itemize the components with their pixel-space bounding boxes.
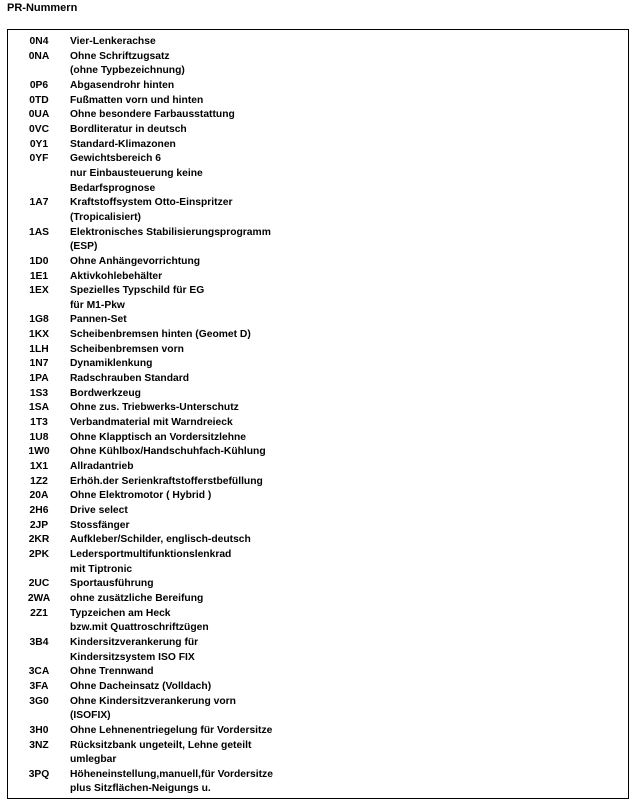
pr-description <box>70 50 628 79</box>
pr-description-line: Stossfänger <box>70 519 130 531</box>
pr-description-line: Ohne zus. Triebwerks-Unterschutz <box>70 402 239 414</box>
pr-description-line: Ohne Klapptisch an Vordersitzlehne <box>70 431 247 443</box>
pr-description-line: Ohne Kühlbox/Handschuhfach-Kühlung <box>70 446 266 458</box>
table-row <box>8 343 628 358</box>
pr-description-line: Gewichtsbereich 6 <box>70 153 161 165</box>
pr-description <box>70 665 628 680</box>
pr-code: 1U8 <box>29 431 49 443</box>
table-row <box>8 607 628 636</box>
pr-description <box>70 387 628 402</box>
table-row <box>8 577 628 592</box>
pr-description <box>70 739 628 768</box>
pr-code: 3FA <box>29 680 49 692</box>
pr-description <box>70 79 628 94</box>
table-row <box>8 475 628 490</box>
pr-description <box>70 724 628 739</box>
pr-description <box>70 123 628 138</box>
table-row <box>8 504 628 519</box>
table-row <box>8 445 628 460</box>
pr-description <box>70 255 628 270</box>
table-row <box>8 108 628 123</box>
table-row <box>8 123 628 138</box>
pr-description-line: Kraftstoffsystem Otto-Einspritzer <box>70 197 233 209</box>
pr-description-line: Ohne Elektromotor ( Hybrid ) <box>70 490 212 502</box>
pr-description-line: Ohne Trennwand <box>70 666 154 678</box>
pr-description-line: Ohne Anhängevorrichtung <box>70 255 201 267</box>
pr-description-line: Höheneinstellung,manuell,für Vordersitze <box>70 768 273 780</box>
pr-description-line: Pannen-Set <box>70 314 127 326</box>
pr-description <box>70 431 628 446</box>
pr-code: 0P6 <box>29 79 49 91</box>
pr-code: 1T3 <box>30 417 48 429</box>
pr-code: 3PQ <box>28 768 50 780</box>
table-row <box>8 35 628 50</box>
pr-description-line: Verbandmaterial mit Warndreieck <box>70 417 233 429</box>
table-row <box>8 50 628 79</box>
pr-code: 1N7 <box>29 358 49 370</box>
pr-description <box>70 489 628 504</box>
pr-number-list <box>8 35 628 797</box>
table-row <box>8 768 628 797</box>
pr-description <box>70 504 628 519</box>
pr-description-line: plus Sitzflächen-Neigungs u. <box>70 783 211 795</box>
pr-description <box>70 35 628 50</box>
table-row <box>8 387 628 402</box>
pr-code: 3H0 <box>29 724 49 736</box>
pr-description-line: mit Tiptronic <box>70 563 133 575</box>
pr-code: 1S3 <box>29 387 49 399</box>
pr-description <box>70 152 628 196</box>
pr-description <box>70 401 628 416</box>
pr-code: 1E1 <box>29 270 49 282</box>
pr-code: 2Z1 <box>30 607 48 619</box>
pr-code: 2UC <box>28 578 50 590</box>
pr-description-line: Dynamiklenkung <box>70 358 153 370</box>
table-row <box>8 533 628 548</box>
pr-code: 3CA <box>28 666 50 678</box>
table-row <box>8 636 628 665</box>
pr-description-line: Allradantrieb <box>70 461 134 473</box>
table-row <box>8 313 628 328</box>
pr-description-line: Aktivkohlebehälter <box>70 270 163 282</box>
table-row <box>8 196 628 225</box>
pr-description <box>70 372 628 387</box>
pr-code: 1LH <box>29 343 49 355</box>
pr-description-line: Radschrauben Standard <box>70 373 190 385</box>
table-row <box>8 94 628 109</box>
pr-description <box>70 343 628 358</box>
pr-description <box>70 196 628 225</box>
pr-code: 0VC <box>28 123 50 135</box>
pr-description-line: ohne zusätzliche Bereifung <box>70 592 204 604</box>
pr-description <box>70 108 628 123</box>
table-row <box>8 695 628 724</box>
table-row <box>8 680 628 695</box>
pr-code: 1W0 <box>28 446 50 458</box>
pr-description <box>70 475 628 490</box>
pr-description-line: Ohne Dacheinsatz (Volldach) <box>70 680 212 692</box>
table-row <box>8 255 628 270</box>
table-row <box>8 519 628 534</box>
pr-description <box>70 577 628 592</box>
pr-description-line: Standard-Klimazonen <box>70 138 176 150</box>
pr-code: 0TD <box>29 94 49 106</box>
pr-description-line: Ohne Lehnenentriegelung für Vordersitze <box>70 724 273 736</box>
pr-code: 0NA <box>28 50 50 62</box>
table-row <box>8 372 628 387</box>
pr-description <box>70 357 628 372</box>
pr-description-line: umlegbar <box>70 754 117 766</box>
table-row <box>8 328 628 343</box>
pr-description-line: für M1-Pkw <box>70 299 125 311</box>
pr-code: 1D0 <box>29 255 49 267</box>
pr-description-line: Aufkleber/Schilder, englisch-deutsch <box>70 534 251 546</box>
pr-description <box>70 592 628 607</box>
table-row <box>8 284 628 313</box>
pr-description <box>70 284 628 313</box>
pr-description-line: Elektronisches Stabilisierungsprogramm <box>70 226 271 238</box>
pr-description <box>70 533 628 548</box>
pr-description-line: Bedarfsprognose <box>70 182 156 194</box>
pr-description-line: bzw.mit Quattroschriftzügen <box>70 622 209 634</box>
pr-code: 0UA <box>28 109 50 121</box>
table-row <box>8 79 628 94</box>
table-row <box>8 401 628 416</box>
pr-description <box>70 607 628 636</box>
table-row <box>8 460 628 475</box>
pr-description-line: Drive select <box>70 505 128 516</box>
table-row <box>8 665 628 680</box>
table-row <box>8 739 628 768</box>
pr-code: 2PK <box>28 548 50 560</box>
pr-code: 1Z2 <box>30 475 48 487</box>
pr-code: 3G0 <box>29 695 49 707</box>
pr-description-line: Ohne besondere Farbausstattung <box>70 109 235 121</box>
pr-code: 2H6 <box>29 505 49 516</box>
table-row <box>8 431 628 446</box>
table-row <box>8 357 628 372</box>
pr-description <box>70 548 628 577</box>
pr-description-line: (Tropicalisiert) <box>70 211 141 223</box>
table-row <box>8 416 628 431</box>
table-row <box>8 270 628 285</box>
pr-code: 2KR <box>28 534 50 546</box>
page-title: PR-Nummern <box>7 2 78 14</box>
pr-description-line: Kindersitzverankerung für <box>70 636 199 648</box>
pr-description-line: Ohne Schriftzugsatz <box>70 50 170 62</box>
pr-description <box>70 636 628 665</box>
pr-description-line: Abgasendrohr hinten <box>70 79 175 91</box>
pr-description <box>70 460 628 475</box>
pr-description-line: Ledersportmultifunktionslenkrad <box>70 548 232 560</box>
pr-description <box>70 94 628 109</box>
pr-code: 1AS <box>28 226 50 238</box>
pr-code: 0YF <box>29 153 49 165</box>
pr-code: 1EX <box>29 285 49 297</box>
pr-description-line: Rücksitzbank ungeteilt, Lehne geteilt <box>70 739 252 751</box>
pr-code: 3NZ <box>29 739 49 751</box>
pr-code: 0Y1 <box>29 138 49 150</box>
pr-description-line: (ISOFIX) <box>70 710 111 722</box>
pr-code: 20A <box>29 490 49 502</box>
pr-description-line: Bordliteratur in deutsch <box>70 123 187 135</box>
pr-description <box>70 313 628 328</box>
pr-code: 1SA <box>28 402 50 414</box>
pr-description <box>70 226 628 255</box>
pr-description-line: Ohne Kindersitzverankerung vorn <box>70 695 236 707</box>
table-row <box>8 489 628 504</box>
table-row <box>8 226 628 255</box>
pr-description-line: (ESP) <box>70 241 98 253</box>
pr-description-line: nur Einbausteuerung keine <box>70 167 203 179</box>
pr-description <box>70 680 628 695</box>
pr-code: 2JP <box>29 519 49 531</box>
table-row <box>8 724 628 739</box>
pr-description-line: (ohne Typbezeichnung) <box>70 65 185 77</box>
pr-code: 3B4 <box>29 636 49 648</box>
pr-code: 1KX <box>28 329 50 341</box>
pr-description <box>70 416 628 431</box>
pr-description-line: Bordwerkzeug <box>70 387 141 399</box>
pr-number-table <box>7 29 629 799</box>
pr-description-line: Typzeichen am Heck <box>70 607 171 619</box>
pr-description <box>70 270 628 285</box>
table-row <box>8 548 628 577</box>
pr-description <box>70 768 628 797</box>
pr-code: 1G8 <box>29 314 49 326</box>
pr-code: 0N4 <box>29 36 49 47</box>
table-row <box>8 152 628 196</box>
table-row <box>8 592 628 607</box>
pr-code: 1A7 <box>29 197 49 209</box>
pr-code: 2WA <box>27 592 51 604</box>
pr-description <box>70 328 628 343</box>
pr-description <box>70 695 628 724</box>
pr-description-line: Kindersitzsystem ISO FIX <box>70 651 195 663</box>
pr-description <box>70 138 628 153</box>
pr-description-line: Spezielles Typschild für EG <box>70 285 205 297</box>
pr-description-line: Scheibenbremsen hinten (Geomet D) <box>70 329 251 341</box>
pr-description-line: Scheibenbremsen vorn <box>70 343 184 355</box>
table-row <box>8 138 628 153</box>
pr-code: 1PA <box>29 373 49 385</box>
pr-description-line: Erhöh.der Serienkraftstofferstbefüllung <box>70 475 263 487</box>
pr-description <box>70 445 628 460</box>
pr-description-line: Vier-Lenkerachse <box>70 36 156 47</box>
pr-description <box>70 519 628 534</box>
pr-code: 1X1 <box>29 461 49 473</box>
pr-description-line: Sportausführung <box>70 578 154 590</box>
pr-description-line: Fußmatten vorn und hinten <box>70 94 204 106</box>
